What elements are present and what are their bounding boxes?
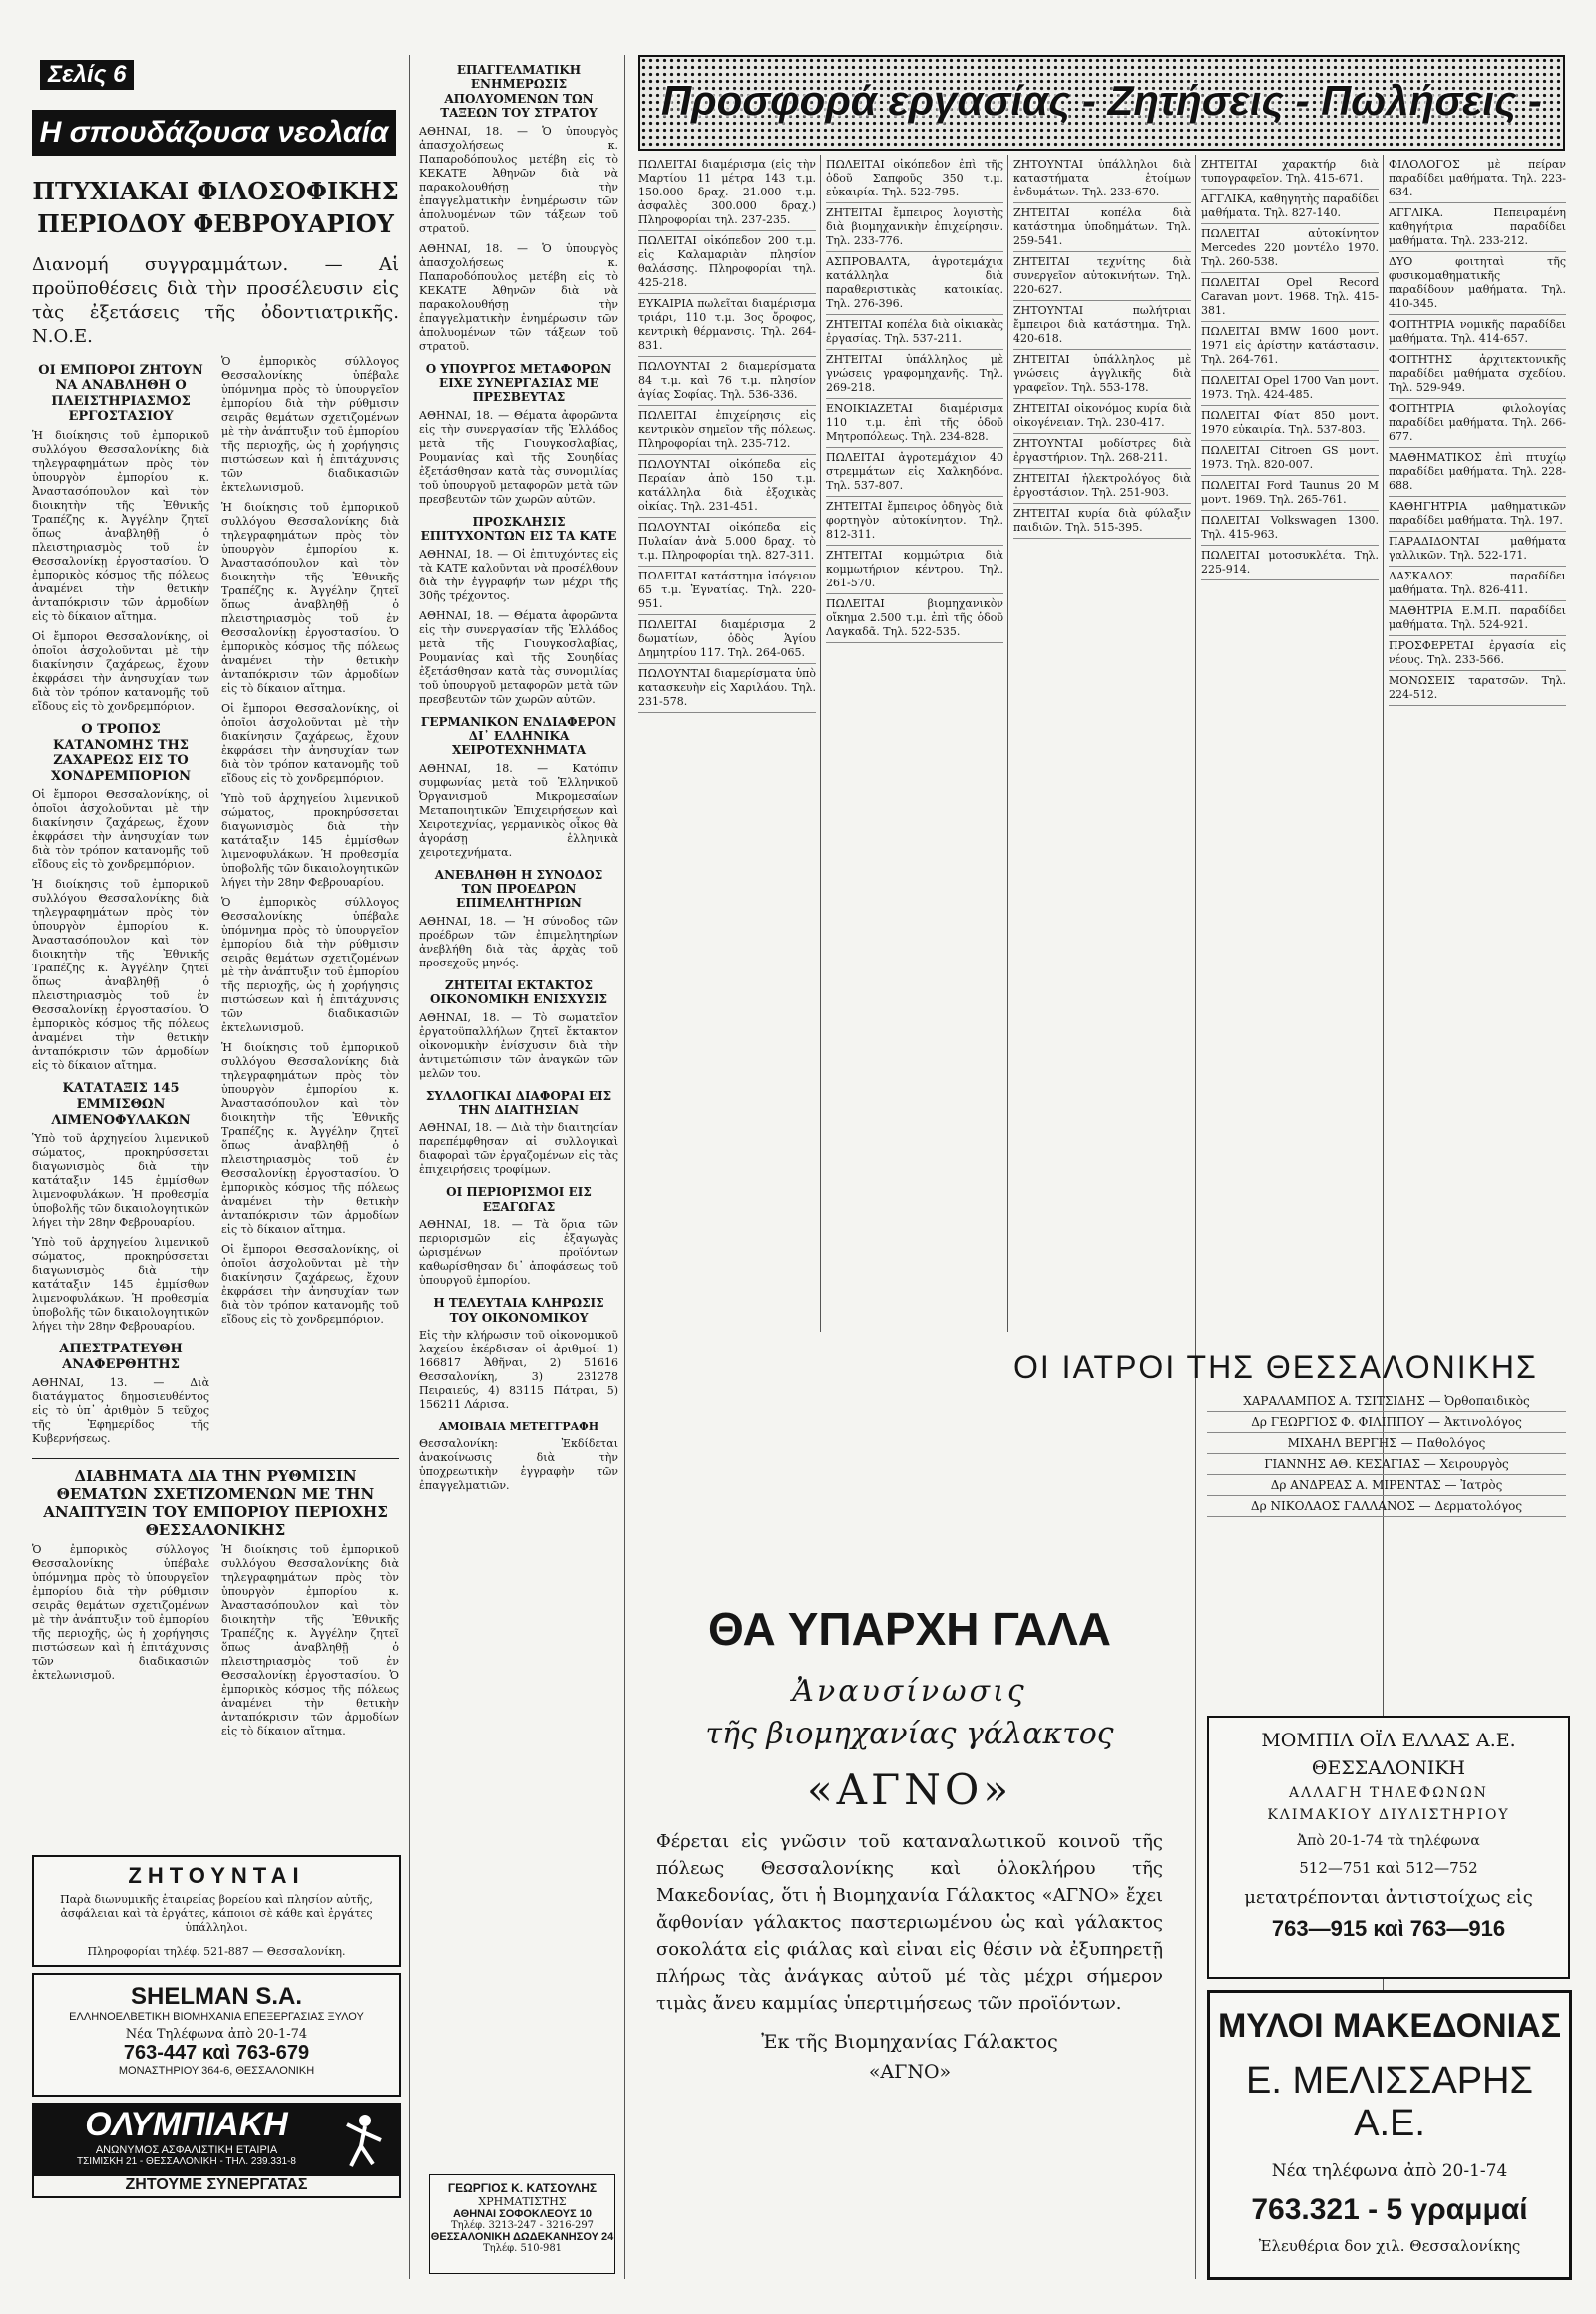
doctor-entry: ΧΑΡΑΛΑΜΠΟΣ Α. ΤΣΙΤΣΙΔΗΣ — Ὀρθοπαιδικὸς [1207,1391,1566,1412]
classified-ad: ΔΥΟ φοιτηταὶ τῆς φυσικομαθηματικῆς παραδίδουν μαθήματα. Τηλ. 410-345. [1389,252,1566,315]
ad-agno-milk [630,1596,1189,2164]
headline-enimerosis: ΕΠΑΓΓΕΛΜΑΤΙΚΗ ΕΝΗΜΕΡΩΣΙΣ ΑΠΟΛΥΟΜΕΝΩΝ ΤΩΝ ΤΑΞΕΩΝ ΤΟΥ ΣΤΡΑΤΟΥ [440,63,598,121]
classified-ad: ΠΩΛΟΥΝΤΑΙ οἰκόπεδα εἰς Πυλαίαν ἀνὰ 5.000 δραχ. τὸ τ.μ. Πληροφορίαι τηλ. 827-311. [638,518,816,567]
ad-shelman-name: SHELMAN S.A. [130,1983,302,2010]
ad-mobil-name: ΜΟΜΠΙΛ ΟΪΛ ΕΛΛΑΣ Α.Ε. [1261,1730,1516,1751]
classified-ad: ΔΑΣΚΑΛΟΣ παραδίδει μαθήματα. Τηλ. 826-411. [1389,567,1566,601]
classified-ad: ΖΗΤΕΙΤΑΙ ὑπάλληλος μὲ γνώσεις γραφομηχανῆς. Τηλ. 269-218. [826,350,1003,399]
doctor-entry: Δρ ΑΝΔΡΕΑΣ Α. ΜΙΡΕΝΤΑΣ — Ἰατρὸς [1207,1475,1566,1496]
headline-limenofylakes: ΚΑΤΑΤΑΞΙΣ 145 ΕΜΜΙΣΘΩΝ ΛΙΜΕΝΟΦΥΛΑΚΩΝ [51,1081,191,1128]
article-diavimata-body: Ὁ ἐμπορικὸς σύλλογος Θεσσαλονίκης ὑπέβαλε ὑπόμνημα πρὸς τὸ ὑπουργεῖον ἐμπορίου διὰ τὴν ρύθμισιν σειρᾶς θεμάτων σχετιζομένων μὲ τὴν ἀνάπτυξιν τοῦ ἐμπορίου τῆς περιοχῆς, ὡς ἡ χορήγησις πιστώσεων καὶ ἡ ἐπιτάχυνσις τῶν διαδικασιῶν ἐκτελωνισμοῦ. [32,1543,209,1683]
ad-katsoulis-phone: Τηλέφ. 3213-247 - 3216-297 [450,2220,595,2231]
ad-agno-sub-1: Ἀναυσίνωσις [792,1674,1027,1709]
classified-ad: ΠΩΛΕΙΤΑΙ ἐπιχείρησις εἰς κεντρικὸν σημεῖον τῆς πόλεως. Πληροφορίαι τηλ. 235-712. [638,406,816,455]
headline-emporoi: ΟΙ ΕΜΠΟΡΟΙ ΖΗΤΟΥΝ ΝΑ ΑΝΑΒΛΗΘΗ Ο ΠΛΕΙΣΤΗΡΙΑΣΜΟΣ ΕΡΓΟΣΤΑΣΙΟΥ [38,362,203,425]
article-germanikon-body: ΑΘΗΝΑΙ, 18. — Κατόπιν συμφωνίας μετὰ τοῦ Ἑλληνικοῦ Ὀργανισμοῦ Μικρομεσαίων Μεταποιητικῶν Ἐπιχειρήσεων καὶ Χειροτεχνίας, γερμανικὸς οἶκος θὰ ἀγοράσῃ ἑλληνικὰ χειροτεχνήματα. [419,761,618,859]
classified-ad: ΖΗΤΕΙΤΑΙ κοπέλα διὰ οἰκιακὰς ἐργασίας. Τηλ. 537-211. [826,315,1003,350]
article-klirosis-body: Εἰς τὴν κλήρωσιν τοῦ οἰκονομικοῦ λαχείου ἐκέρδισαν οἱ ἀριθμοί: 1) 166817 Ἀθῆναι, 2) 51616 Θεσσαλονίκη, 3) 231278 Πειραιεύς, 4) 83115 Πάτραι, 5) 156211 Λάρισα. [419,1328,618,1411]
classified-ad: ΠΩΛΕΙΤΑΙ διαμέρισμα 2 δωματίων, ὁδὸς Ἁγίου Δημητρίου 117. Τηλ. 264-065. [638,615,816,664]
article-synodos-body: ΑΘΗΝΑΙ, 18. — Ἡ σύνοδος τῶν προέδρων τῶν ἐπιμελητηρίων ἀνεβλήθη διὰ τὰς ἀρχὰς τοῦ προσεχοῦς μηνός. [419,914,618,969]
ad-shelman-new: Νέα Τηλέφωνα ἀπὸ 20-1-74 [125,2027,308,2042]
classified-ad: ΚΑΘΗΓΗΤΡΙΑ μαθηματικῶν παραδίδει μαθήματα. Τηλ. 197. [1389,497,1566,532]
classified-ad: ΑΣΠΡΟΒΑΛΤΑ, ἀγροτεμάχια κατάλληλα διὰ παραθεριστικὰς κατοικίας. Τηλ. 276-396. [826,252,1003,315]
section-title: Η σπουδάζουσα νεολαία [32,110,396,156]
classified-ad: ΖΗΤΕΙΤΑΙ οἰκονόμος κυρία διὰ οἰκογένειαν. Τηλ. 230-417. [1013,399,1191,434]
classified-ad: ΖΗΤΕΙΤΑΙ ἔμπειρος λογιστὴς διὰ βιομηχανικὴν ἐπιχείρησιν. Τηλ. 233-776. [826,203,1003,252]
classified-ad: ΖΗΤΕΙΤΑΙ κομμώτρια διὰ κομμωτήριον κέντρου. Τηλ. 261-570. [826,546,1003,594]
doctor-entry: Δρ ΝΙΚΟΛΑΟΣ ΓΑΛΛΑΝΟΣ — Δερματολόγος [1207,1496,1566,1517]
headline-diaitisia: ΣΥΛΛΟΓΙΚΑΙ ΔΙΑΦΟΡΑΙ ΕΙΣ ΤΗΝ ΔΙΑΙΤΗΣΙΑΝ [425,1088,612,1118]
classified-ad: ΠΩΛΟΥΝΤΑΙ διαμερίσματα ὑπὸ κατασκευὴν εἰς Χαριλάου. Τηλ. 231-578. [638,664,816,713]
column-1 [32,170,399,1940]
article-limenofylakes-body-2: Ὑπὸ τοῦ ἀρχηγείου λιμενικοῦ σώματος, προκηρύσσεται διαγωνισμὸς διὰ τὴν κατάταξιν 145 ἐμμίσθων λιμενοφυλάκων. Ἡ προθεσμία ὑποβολῆς τῶν δικαιολογητικῶν λήγει τὴν 28ην Φεβρουαρίου. [32,1236,209,1334]
classified-ad: ΖΗΤΕΙΤΑΙ χαρακτήρ διὰ τυπογραφεῖον. Τηλ. 415-671. [1201,155,1379,190]
classified-ad: ΠΩΛΟΥΝΤΑΙ 2 διαμερίσματα 84 τ.μ. καὶ 76 τ.μ. πλησίον ἁγίας Σοφίας. Τηλ. 536-336. [638,357,816,406]
article-limenofylakes-body: Ὑπὸ τοῦ ἀρχηγείου λιμενικοῦ σώματος, προκηρύσσεται διαγωνισμὸς διὰ τὴν κατάταξιν 145 ἐμμίσθων λιμενοφυλάκων. Ἡ προθεσμία ὑποβολῆς τῶν δικαιολογητικῶν λήγει τὴν 28ην Φεβρουαρίου. [32,1132,209,1230]
classified-ad: ΠΩΛΕΙΤΑΙ Citroen GS μοντ. 1973. Τηλ. 820-007. [1201,441,1379,476]
article-philosophy-body-5: Ὁ ἐμπορικὸς σύλλογος Θεσσαλονίκης ὑπέβαλε ὑπόμνημα πρὸς τὸ ὑπουργεῖον ἐμπορίου διὰ τὴν ρύθμισιν σειρᾶς θεμάτων σχετιζομένων μὲ τὴν ἀνάπτυξιν τοῦ ἐμπορίου τῆς περιοχῆς, ὡς ἡ χορήγησις πιστώσεων καὶ ἡ ἐπιτάχυνσις τῶν διαδικασιῶν ἐκτελωνισμοῦ. [221,895,399,1034]
classifieds-column-b [826,155,1003,1332]
ad-mills-addr: Ἐλευθέρια δον χιλ. Θεσσαλονίκης [1258,2237,1521,2255]
article-apestrateuthi-body: ΑΘΗΝΑΙ, 13. — Διὰ διατάγματος δημοσιευθέντος εἰς τὸ ὑπ᾽ ἀριθμὸν 5 τεῦχος τῆς Ἐφημερίδος τῆς Κυβερνήσεως. [32,1376,209,1446]
classified-ad: ΕΥΚΑΙΡΙΑ πωλεῖται διαμέρισμα τριάρι, 110 τ.μ. 3ος ὄροφος, κεντρικὴ θέρμανσις. Τηλ. 264-831. [638,294,816,357]
article-philosophy-body-2: Ἡ διοίκησις τοῦ ἐμπορικοῦ συλλόγου Θεσσαλονίκης διὰ τηλεγραφημάτων πρὸς τὸν ὑπουργὸν ἐμπορίου κ. Ἀναστασόπουλον καὶ τὸν διοικητὴν τῆς Ἐθνικῆς Τραπέζης κ. Ἀγγέλην ζητεῖ ὅπως ἀναβληθῇ ὁ πλειστηριασμὸς τοῦ ἐν Θεσσαλονίκῃ ἐργοστασίου. Ὁ ἐμπορικὸς κόσμος τῆς πόλεως ἀναμένει τὴν θετικὴν ἀνταπόκρισιν τῶν ἁρμοδίων εἰς τὸ δίκαιον αἴτημα. [221,500,399,695]
classified-ad: ΠΩΛΕΙΤΑΙ βιομηχανικὸν οἴκημα 2.500 τ.μ. ἐπὶ τῆς ὁδοῦ Λαγκαδᾶ. Τηλ. 522-535. [826,594,1003,643]
doctors-list [1207,1391,1566,1701]
ad-agno-brand: «ΑΓΝΟ» [806,1765,1013,1814]
headline-exagogai: ΟΙ ΠΕΡΙΟΡΙΣΜΟΙ ΕΙΣ ΕΞΑΓΩΓΑΣ [446,1185,592,1214]
doctor-entry: ΜΙΧΑΗΛ ΒΕΡΓΗΣ — Παθολόγος [1207,1433,1566,1454]
ad-olympiaki-cta: ΖΗΤΟΥΜΕ ΣΥΝΕΡΓΑΤΑΣ [125,2176,308,2193]
classified-ad: ΦΟΙΤΗΤΡΙΑ φιλολογίας παραδίδει μαθήματα. Τηλ. 266-677. [1389,399,1566,448]
article-kate-body: ΑΘΗΝΑΙ, 18. — Οἱ ἐπιτυχόντες εἰς τὰ ΚΑΤΕ καλοῦνται νὰ προσέλθουν διὰ τὴν ἐγγραφήν των μέχρι τῆς 30ῆς τρέχοντος. [419,547,618,602]
discus-thrower-icon [337,2111,391,2170]
ad-mills [1207,1990,1572,2280]
classified-ad: ΖΗΤΕΙΤΑΙ τεχνίτης διὰ συνεργεῖον αὐτοκινήτων. Τηλ. 220-627. [1013,252,1191,301]
classified-ad: ΠΡΟΣΦΕΡΕΤΑΙ ἐργασία εἰς νέους. Τηλ. 233-566. [1389,636,1566,671]
ad-olympiaki-name: ΟΛΥΜΠΙΑΚΗ [85,2106,288,2143]
ad-agno-body: Φέρεται εἰς γνῶσιν τοῦ καταναλωτικοῦ κοινοῦ τῆς πόλεως Θεσσαλονίκης καὶ ὁλοκλήρου τῆς Μακεδονίας, ὅτι ἡ Βιομηχανία Γάλακτος «ΑΓΝΟ» ἔχει ἄφθονίαν γάλακτος παστεριωμένου ὡς καὶ γάλακτος σοκολάτα εἰς φιάλας καὶ εἰναι εἰς θέσιν νὰ ἐξυπηρετῇ πλήρως τὰς ἀνάγκας αὐτοῦ μέ τὰς μέχρι σήμερον τιμὰς ἄνευ καμμίας ὑπερτιμήσεως τῶν προϊόντων. [656,1831,1163,2014]
classified-ad: ΜΟΝΩΣΕΙΣ ταρατσῶν. Τηλ. 224-512. [1389,671,1566,706]
ad-katsoulis-address: ΑΘΗΝΑΙ ΣΟΦΟΚΛΕΟΥΣ 10 [453,2208,592,2220]
classified-ad: ΠΩΛΕΙΤΑΙ οἰκόπεδον 200 τ.μ. εἰς Καλαμαριὰν πλησίον θαλάσσης. Πληροφορίαι τηλ. 425-218. [638,231,816,294]
ad-mobil-new: 763—915 καὶ 763—916 [1271,1916,1506,1941]
ad-agno-title: ΘΑ ΥΠΑΡΧΗ ΓΑΛΑ [708,1603,1111,1655]
doctor-entry: Δρ ΓΕΩΡΓΙΟΣ Φ. ΦΙΛΙΠΠΟΥ — Ἀκτινολόγος [1207,1412,1566,1433]
classified-ad: ΠΩΛΕΙΤΑΙ οἰκόπεδον ἐπὶ τῆς ὁδοῦ Σαπφοῦς 350 τ.μ. εὐκαιρία. Τηλ. 522-795. [826,155,1003,203]
ad-mills-new: Νέα τηλέφωνα ἀπὸ 20-1-74 [1271,2161,1508,2181]
article-amoivaia-body: Θεσσαλονίκη: Ἐκδίδεται ἀνακοίνωσις διὰ τὴν ὑποχρεωτικὴν ἐγγραφὴν τῶν ἐπαγγελματιῶν. [419,1437,618,1493]
article-philosophy-body-4: Ὑπὸ τοῦ ἀρχηγείου λιμενικοῦ σώματος, προκηρύσσεται διαγωνισμὸς διὰ τὴν κατάταξιν 145 ἐμμίσθων λιμενοφυλάκων. Ἡ προθεσμία ὑποβολῆς τῶν δικαιολογητικῶν λήγει τὴν 28ην Φεβρουαρίου. [221,791,399,889]
classified-ad: ΑΓΓΛΙΚΑ. Πεπειραμένη καθηγήτρια παραδίδει μαθήματα. Τηλ. 233-212. [1389,203,1566,252]
column-2 [419,55,618,2020]
ad-mobil-city: ΘΕΣΣΑΛΟΝΙΚΗ [1311,1757,1466,1779]
classified-ad: ΠΩΛΟΥΝΤΑΙ οἰκόπεδα εἰς Περαίαν ἀπὸ 150 τ.μ. κατάλληλα διὰ ἐξοχικὰς οἰκίας. Τηλ. 231-451. [638,455,816,518]
classified-ad: ΖΗΤΟΥΝΤΑΙ μοδίστρες διὰ ἐργαστήριον. Τηλ. 268-211. [1013,434,1191,469]
headline-germanikon: ΓΕΡΜΑΝΙΚΟΝ ΕΝΔΙΑΦΕΡΟΝ ΔΙ᾽ ΕΛΛΗΝΙΚΑ ΧΕΙΡΟΤΕΧΝΗΜΑΤΑ [420,714,617,758]
ad-mobil-old: 512—751 καὶ 512—752 [1299,1859,1478,1877]
classified-ad: ΠΩΛΕΙΤΑΙ Opel 1700 Van μοντ. 1973. Τηλ. 424-485. [1201,371,1379,406]
article-zachari-body: Οἱ ἔμποροι Θεσσαλονίκης, οἱ ὁποῖοι ἀσχολοῦνται μὲ τὴν διακίνησιν ζαχάρεως, ἔχουν ἐκφράσει τὴν ἀνησυχίαν των διὰ τὸν τρόπον κατανομῆς τοῦ εἴδους εἰς τὸ χονδρεμπόριον. [32,788,209,872]
ad-olympiaki [32,2103,401,2198]
classified-ad: ΜΑΘΗΜΑΤΙΚΟΣ ἐπὶ πτυχίῳ παραδίδει μαθήματα. Τηλ. 228-688. [1389,448,1566,497]
ad-shelman-sub: ΕΛΛΗΝΟΕΛΒΕΤΙΚΗ ΒΙΟΜΗΧΑΝΙΑ ΕΠΕΞΕΡΓΑΣΙΑΣ ΞΥΛΟΥ [69,2011,364,2023]
classified-ad: ΠΩΛΕΙΤΑΙ Ford Taunus 20 Μ μοντ. 1969. Τηλ. 265-761. [1201,476,1379,511]
ad-agno-sub-2: τῆς βιομηχανίας γάλακτος [705,1717,1114,1751]
ad-mills-name: Ε. ΜΕΛΙΣΣΑΡΗΣ Α.Ε. [1245,2060,1533,2144]
ad-shelman-addr: ΜΟΝΑΣΤΗΡΙΟΥ 364-6, ΘΕΣΣΑΛΟΝΙΚΗ [118,2065,315,2077]
headline-apestrateuthi: ΑΠΕΣΤΡΑΤΕΥΘΗ ΑΝΑΦΕΡΘΗΤΗΣ [59,1342,183,1372]
article-philosophy-body-6: Ἡ διοίκησις τοῦ ἐμπορικοῦ συλλόγου Θεσσαλονίκης διὰ τηλεγραφημάτων πρὸς τὸν ὑπουργὸν ἐμπορίου κ. Ἀναστασόπουλον καὶ τὸν διοικητὴν τῆς Ἐθνικῆς Τραπέζης κ. Ἀγγέλην ζητεῖ ὅπως ἀναβληθῇ ὁ πλειστηριασμὸς τοῦ ἐν Θεσσαλονίκῃ ἐργοστασίου. Ὁ ἐμπορικὸς κόσμος τῆς πόλεως ἀναμένει τὴν θετικὴν ἀνταπόκρισιν τῶν ἁρμοδίων εἰς τὸ δίκαιον αἴτημα. [221,1040,399,1236]
ad-zitountai [32,1855,401,1967]
article-enimerosis-body: ΑΘΗΝΑΙ, 18. — Ὁ ὑπουργὸς ἀπασχολήσεως κ. Παπαροδόπουλος μετέβη εἰς τὸ ΚΕΚΑΤΕ Ἀθηνῶν διὰ νὰ παρακολουθήσῃ τὴν ἐπαγγελματικὴν ἐνημέρωσιν τῶν ἀπολυομένων τῶν τάξεων τοῦ στρατοῦ. [419,124,618,235]
classified-ad: ΦΙΛΟΛΟΓΟΣ μὲ πείραν παραδίδει μαθήματα. Τηλ. 223-634. [1389,155,1566,203]
headline-synodos: ΑΝΕΒΛΗΘΗ Η ΣΥΝΟΔΟΣ ΤΩΝ ΠΡΟΕΔΡΩΝ ΕΠΙΜΕΛΗΤΗΡΙΩΝ [434,867,603,911]
classified-ad: ΠΩΛΕΙΤΑΙ ΒΜW 1600 μοντ. 1971 εἰς ἀρίστην κατάστασιν. Τηλ. 264-761. [1201,322,1379,371]
classified-ad: ΖΗΤΕΙΤΑΙ ὑπάλληλος μὲ γνώσεις ἀγγλικῆς διὰ γραφεῖον. Τηλ. 553-178. [1013,350,1191,399]
ad-agno-sign-2: «ΑΓΝΟ» [868,2061,952,2083]
classified-ad: ΠΩΛΕΙΤΑΙ αὐτοκίνητον Mercedes 220 μοντέλο 1970. Τηλ. 260-538. [1201,224,1379,273]
ad-mills-phone: 763.321 - 5 γραμμαί [1251,2193,1528,2226]
doctors-title: ΟΙ ΙΑΤΡΟΙ ΤΗΣ ΘΕΣΣΑΛΟΝΙΚΗΣ [1013,1350,1538,1385]
classified-ad: ΖΗΤΟΥΝΤΑΙ ὑπάλληλοι διὰ καταστήματα ἑτοίμων ἐνδυμάτων. Τηλ. 233-670. [1013,155,1191,203]
ad-olympiaki-sub: ΑΝΩΝΥΜΟΣ ΑΣΦΑΛΙΣΤΙΚΗ ΕΤΑΙΡΙΑ [95,2144,278,2156]
article-enisxysis-body: ΑΘΗΝΑΙ, 18. — Τὸ σωματεῖον ἐργατοϋπαλλήλων ζητεῖ ἔκτακτον οἰκονομικὴν ἐνίσχυσιν διὰ τὴν ἀντιμετώπισιν τῶν ἀναγκῶν τῶν μελῶν του. [419,1010,618,1080]
article-philosophy-body: Ὁ ἐμπορικὸς σύλλογος Θεσσαλονίκης ὑπέβαλε ὑπόμνημα πρὸς τὸ ὑπουργεῖον ἐμπορίου διὰ τὴν ρύθμισιν σειρᾶς θεμάτων σχετιζομένων μὲ τὴν ἀνάπτυξιν τοῦ ἐμπορίου τῆς περιοχῆς, ὡς ἡ χορήγησις πιστώσεων καὶ ἡ ἐπιτάχυνσις τῶν διαδικασιῶν ἐκτελωνισμοῦ. [221,354,399,494]
classified-ad: ΜΑΘΗΤΡΙΑ Ε.Μ.Π. παραδίδει μαθήματα. Τηλ. 524-921. [1389,601,1566,636]
classifieds-banner-text: Προσφορά εργασίας - Ζητήσεις - Πωλήσεις - [661,77,1542,124]
ad-katsoulis-name: ΓΕΩΡΓΙΟΣ Κ. ΚΑΤΣΟΥΛΗΣ [447,2181,598,2195]
ad-shelman-phones: 763-447 καὶ 763-679 [123,2042,310,2064]
headline-diavimata: ΔΙΑΒΗΜΑΤΑ ΔΙΑ ΤΗΝ ΡΥΘΜΙΣΙΝ ΘΕΜΑΤΩΝ ΣΧΕΤΙΖΟΜΕΝΩΝ ΜΕ ΤΗΝ ΑΝΑΠΤΥΞΙΝ ΤΟΥ ΕΜΠΟΡΙΟΥ ΠΕΡΙΟΧΗΣ ΘΕΣΣΑΛΟΝΙΚΗΣ [43,1467,388,1540]
ad-katsoulis-phone-2: Τηλέφ. 510-981 [482,2243,563,2254]
page-label: Σελίς 6 [40,60,134,90]
headline-title-1: ΠΤΥΧΙΑΚΑΙ ΦΙΛΟΣΟΦΙΚΗΣ [32,177,399,205]
classified-ad: ΦΟΙΤΗΤΡΙΑ νομικῆς παραδίδει μαθήματα. Τηλ. 414-657. [1389,315,1566,350]
classified-ad: ΠΑΡΑΔΙΔΟΝΤΑΙ μαθήματα γαλλικῶν. Τηλ. 522-171. [1389,532,1566,567]
classifieds-column-e [1389,155,1566,1351]
classifieds-column-c [1013,155,1191,1332]
lead-paragraph: Διανομή συγγραμμάτων. — Αἱ προϋποθέσεις διὰ τὴν προσέλευσιν εἰς τὰς ἐξετάσεις τῆς ὀδοντιατρικῆς. Ν.Ο.Ε. [32,253,399,347]
classified-ad: ΦΟΙΤΗΤΗΣ ἀρχιτεκτονικῆς παραδίδει μαθήματα σχεδίου. Τηλ. 529-949. [1389,350,1566,399]
classifieds-column-a [638,155,816,1332]
ad-zitountai-body: Παρὰ διωνυμικῆς ἑταιρείας βορείου καὶ πλησίον αὐτῆς, ἀσφάλειαι καὶ τὰ ἐργάτες, κάποιοι σὲ κάθε καὶ ἐργάτες ὑπάλληλοι. [60,1893,373,1934]
article-emporoi-body: Ἡ διοίκησις τοῦ ἐμπορικοῦ συλλόγου Θεσσαλονίκης διὰ τηλεγραφημάτων πρὸς τὸν ὑπουργὸν ἐμπορίου κ. Ἀναστασόπουλον καὶ τὸν διοικητὴν τῆς Ἐθνικῆς Τραπέζης κ. Ἀγγέλην ζητεῖ ὅπως ἀναβληθῇ ὁ πλειστηριασμὸς τοῦ ἐν Θεσσαλονίκῃ ἐργοστασίου. Ὁ ἐμπορικὸς κόσμος τῆς πόλεως ἀναμένει τὴν θετικὴν ἀνταπόκρισιν τῶν ἁρμοδίων εἰς τὸ δίκαιον αἴτημα. [32,428,209,623]
classified-ad: ΑΓΓΛΙΚΑ, καθηγητὴς παραδίδει μαθήματα. Τηλ. 827-140. [1201,190,1379,224]
ad-olympiaki-addr: ΤΣΙΜΙΣΚΗ 21 - ΘΕΣΣΑΛΟΝΙΚΗ - ΤΗΛ. 239.331-8 [77,2156,296,2167]
ad-mobil [1207,1716,1570,1979]
classified-ad: ΖΗΤΕΙΤΑΙ κυρία διὰ φύλαξιν παιδιῶν. Τηλ. 515-395. [1013,504,1191,539]
page-label-box [40,60,209,90]
article-emporoi-body-2: Οἱ ἔμποροι Θεσσαλονίκης, οἱ ὁποῖοι ἀσχολοῦνται μὲ τὴν διακίνησιν ζαχάρεως, ἔχουν ἐκφράσει τὴν ἀνησυχίαν των διὰ τὸν τρόπον κατανομῆς τοῦ εἴδους εἰς τὸ χονδρεμπόριον. [32,629,209,713]
article-diaitisia-body: ΑΘΗΝΑΙ, 18. — Διὰ τὴν διαιτησίαν παρεπέμφθησαν αἱ συλλογικαὶ διαφοραὶ τῶν ἐργαζομένων εἰς τὰς ἐπιχειρήσεις τροφίμων. [419,1121,618,1177]
headline-kate: ΠΡΟΣΚΛΗΣΙΣ ΕΠΙΤΥΧΟΝΤΩΝ ΕΙΣ ΤΑ ΚΑΤΕ [420,514,617,544]
ad-mobil-line-1: ΑΛΛΑΓΗ ΤΗΛΕΦΩΝΩΝ [1289,1785,1488,1801]
headline-klirosis: Η ΤΕΛΕΥΤΑΙΑ ΚΛΗΡΩΣΙΣ ΤΟΥ ΟΙΚΟΝΟΜΙΚΟΥ [433,1296,604,1325]
article-philosophy-body-7: Οἱ ἔμποροι Θεσσαλονίκης, οἱ ὁποῖοι ἀσχολοῦνται μὲ τὴν διακίνησιν ζαχάρεως, ἔχουν ἐκφράσει τὴν ἀνησυχίαν των διὰ τὸν τρόπον κατανομῆς τοῦ εἴδους εἰς τὸ χονδρεμπόριον. [221,1242,399,1326]
classified-ad: ΖΗΤΕΙΤΑΙ ἔμπειρος ὀδηγὸς διὰ φορτηγὸν αὐτοκίνητον. Τηλ. 812-311. [826,497,1003,546]
ad-katsoulis-role: ΧΡΗΜΑΤΙΣΤΗΣ [478,2195,567,2208]
article-enimerosis-body-2: ΑΘΗΝΑΙ, 18. — Ὁ ὑπουργὸς ἀπασχολήσεως κ. Παπαροδόπουλος μετέβη εἰς τὸ ΚΕΚΑΤΕ Ἀθηνῶν διὰ νὰ παρακολουθήσῃ τὴν ἐπαγγελματικὴν ἐνημέρωσιν τῶν ἀπολυομένων τῶν τάξεων τοῦ στρατοῦ. [419,241,618,353]
doctor-entry: ΓΙΑΝΝΗΣ ΑΘ. ΚΕΣΑΓΙΑΣ — Χειρουργὸς [1207,1454,1566,1475]
ad-mobil-line-4: μετατρέπονται ἀντιστοίχως εἰς [1244,1887,1533,1908]
classified-ad: ΕΝΟΙΚΙΑΖΕΤΑΙ διαμέρισμα 110 τ.μ. ἐπὶ τῆς ὁδοῦ Μητροπόλεως. Τηλ. 234-828. [826,399,1003,448]
classified-ad: ΠΩΛΕΙΤΑΙ μοτοσυκλέτα. Τηλ. 225-914. [1201,546,1379,580]
classified-ad: ΠΩΛΕΙΤΑΙ Φίατ 850 μοντ. 1970 εὐκαιρία. Τηλ. 537-803. [1201,406,1379,441]
ad-katsoulis [429,2174,615,2274]
classified-ad: ΠΩΛΕΙΤΑΙ ἀγροτεμάχιον 40 στρεμμάτων εἰς Χαλκηδόνα. Τηλ. 537-807. [826,448,1003,497]
article-exagogai-body: ΑΘΗΝΑΙ, 18. — Τὰ ὅρια τῶν περιορισμῶν εἰς ἐξαγωγὰς ὡρισμένων προϊόντων καθωρίσθησαν δι᾽ ἀποφάσεως τοῦ ὑπουργοῦ ἐμπορίου. [419,1218,618,1288]
headline-title-2: ΠΕΡΙΟΔΟΥ ΦΕΒΡΟΥΑΡΙΟΥ [37,208,394,238]
classified-ad: ΖΗΤΕΙΤΑΙ ἡλεκτρολόγος διὰ ἐργοστάσιον. Τηλ. 251-903. [1013,469,1191,504]
classified-ad: ΖΗΤΟΥΝΤΑΙ πωλήτριαι ἔμπειροι διὰ κατάστημα. Τηλ. 420-618. [1013,301,1191,350]
ad-agno-sign-1: Ἐκ τῆς Βιομηχανίας Γάλακτος [761,2031,1058,2053]
ad-zitountai-phone: Πληροφορίαι τηλέφ. 521-887 — Θεσσαλονίκη. [87,1945,346,1958]
article-diavimata-body-2: Ἡ διοίκησις τοῦ ἐμπορικοῦ συλλόγου Θεσσαλονίκης διὰ τηλεγραφημάτων πρὸς τὸν ὑπουργὸν ἐμπορίου κ. Ἀναστασόπουλον καὶ τὸν διοικητὴν τῆς Ἐθνικῆς Τραπέζης κ. Ἀγγέλην ζητεῖ ὅπως ἀναβληθῇ ὁ πλειστηριασμὸς τοῦ ἐν Θεσσαλονίκῃ ἐργοστασίου. Ὁ ἐμπορικὸς κόσμος τῆς πόλεως ἀναμένει τὴν θετικὴν ἀνταπόκρισιν τῶν ἁρμοδίων εἰς τὸ δίκαιον αἴτημα. [221,1543,399,1738]
classifieds-banner [638,55,1565,151]
classified-ad: ΠΩΛΕΙΤΑΙ κατάστημα ἰσόγειον 65 τ.μ. Ἐγνατίας. Τηλ. 220-951. [638,567,816,615]
ad-zitountai-title: ΖΗΤΟΥΝΤΑΙ [128,1863,305,1888]
subhead-amoivaia: ΑΜΟΙΒΑΙΑ ΜΕΤΕΓΓΡΑΦΗ [438,1419,599,1433]
headline-enisxysis: ΖΗΤΕΙΤΑΙ ΕΚΤΑΚΤΟΣ ΟΙΚΟΝΟΜΙΚΗ ΕΝΙΣΧΥΣΙΣ [430,977,607,1007]
classified-ad: ΠΩΛΕΙΤΑΙ Opel Record Caravan μοντ. 1968. Τηλ. 415-381. [1201,273,1379,322]
ad-mills-title: ΜΥΛΟΙ ΜΑΚΕΔΟΝΙΑΣ [1217,2007,1562,2045]
ad-shelman [32,1973,401,2097]
classified-ad: ΠΩΛΕΙΤΑΙ διαμέρισμα (εἰς τὴν Μαρτίου 11 μέτρα 143 τ.μ. 150.000 δραχ. 21.000 τ.μ. ἀσφαλὲς 300.000 δραχ.) Πληροφορίαι τηλ. 237-235. [638,155,816,231]
ad-katsoulis-city: ΘΕΣΣΑΛΟΝΙΚΗ ΔΩΔΕΚΑΝΗΣΟΥ 24 [430,2231,614,2243]
headline-metaforon: Ο ΥΠΟΥΡΓΟΣ ΜΕΤΑΦΟΡΩΝ ΕΙΧΕ ΣΥΝΕΡΓΑΣΙΑΣ ΜΕ ΠΡΕΣΒΕΥΤΑΣ [425,361,612,405]
classifieds-column-d [1201,155,1379,1292]
article-metaforon-body: ΑΘΗΝΑΙ, 18. — Θέματα ἀφορῶντα εἰς τὴν συνεργασίαν τῆς Ἑλλάδος μετὰ τῆς Γιουγκοσλαβίας, Ρουμανίας καὶ τῆς Σουηδίας ἐξετάσθησαν κατὰ τὰς συνομιλίας τοῦ ὑπουργοῦ μεταφορῶν μετὰ τῶν πρεσβευτῶν τῶν χωρῶν αὐτῶν. [419,408,618,506]
classified-ad: ΖΗΤΕΙΤΑΙ κοπέλα διὰ κατάστημα ὑποδημάτων. Τηλ. 259-541. [1013,203,1191,252]
article-kate-body-2: ΑΘΗΝΑΙ, 18. — Θέματα ἀφορῶντα εἰς τὴν συνεργασίαν τῆς Ἑλλάδος μετὰ τῆς Γιουγκοσλαβίας, Ρουμανίας καὶ τῆς Σουηδίας ἐξετάσθησαν κατὰ τὰς συνομιλίας τοῦ ὑπουργοῦ μεταφορῶν μετὰ τῶν πρεσβευτῶν τῶν χωρῶν αὐτῶν. [419,608,618,706]
ad-mobil-line-2: ΚΛΙΜΑΚΙΟΥ ΔΙΥΛΙΣΤΗΡΙΟΥ [1267,1807,1510,1823]
headline-zachari: Ο ΤΡΟΠΟΣ ΚΑΤΑΝΟΜΗΣ ΤΗΣ ΖΑΧΑΡΕΩΣ ΕΙΣ ΤΟ ΧΟΝΔΡΕΜΠΟΡΙΟΝ [50,721,192,784]
article-philosophy-body-3: Οἱ ἔμποροι Θεσσαλονίκης, οἱ ὁποῖοι ἀσχολοῦνται μὲ τὴν διακίνησιν ζαχάρεως, ἔχουν ἐκφράσει τὴν ἀνησυχίαν των διὰ τὸν τρόπον κατανομῆς τοῦ εἴδους εἰς τὸ χονδρεμπόριον. [221,701,399,785]
ad-mobil-line-3: Ἀπὸ 20-1-74 τὰ τηλέφωνα [1297,1833,1480,1849]
classified-ad: ΠΩΛΕΙΤΑΙ Volkswagen 1300. Τηλ. 415-963. [1201,511,1379,546]
article-zachari-body-2: Ἡ διοίκησις τοῦ ἐμπορικοῦ συλλόγου Θεσσαλονίκης διὰ τηλεγραφημάτων πρὸς τὸν ὑπουργὸν ἐμπορίου κ. Ἀναστασόπουλον καὶ τὸν διοικητὴν τῆς Ἐθνικῆς Τραπέζης κ. Ἀγγέλην ζητεῖ ὅπως ἀναβληθῇ ὁ πλειστηριασμὸς τοῦ ἐν Θεσσαλονίκῃ ἐργοστασίου. Ὁ ἐμπορικὸς κόσμος τῆς πόλεως ἀναμένει τὴν θετικὴν ἀνταπόκρισιν τῶν ἁρμοδίων εἰς τὸ δίκαιον αἴτημα. [32,878,209,1073]
